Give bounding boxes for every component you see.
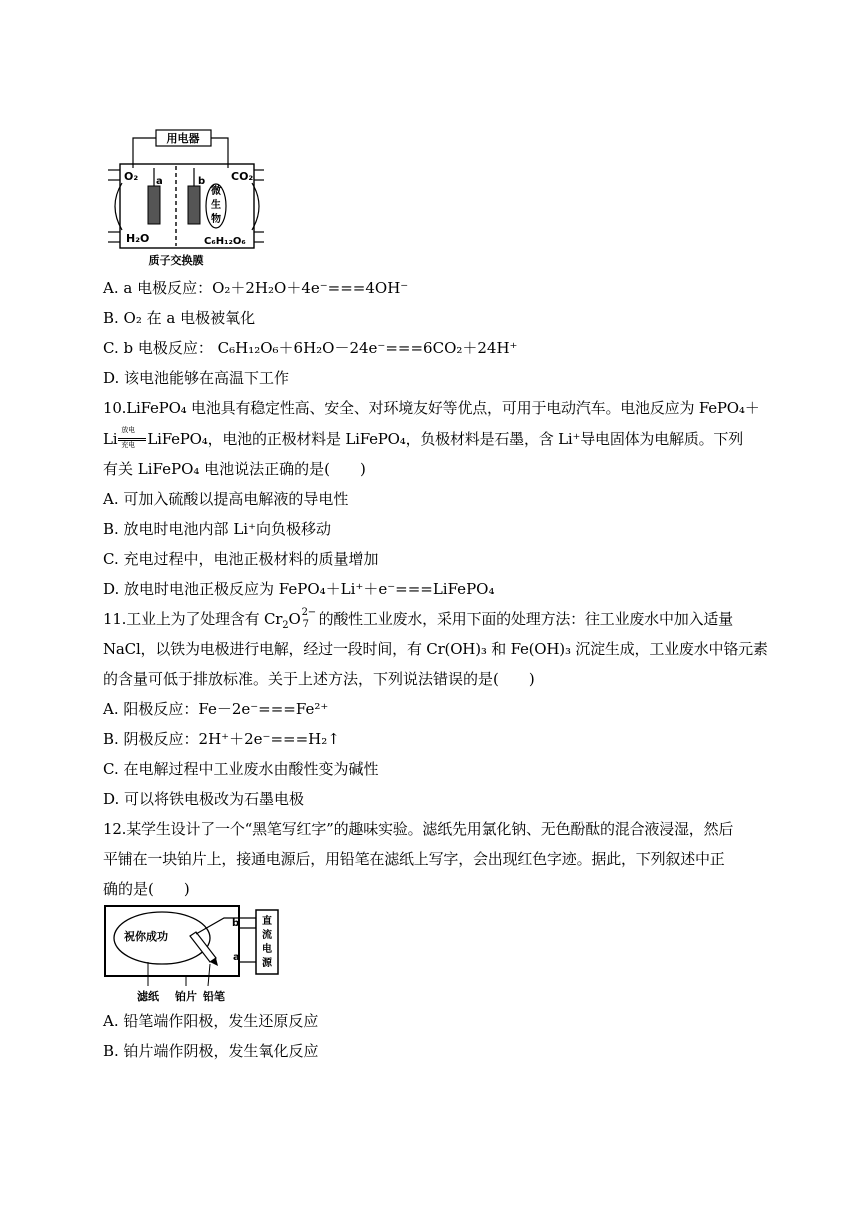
glucose-label: C₆H₁₂O₆ xyxy=(204,236,246,247)
q11-option-b: B. 阴极反应：2H⁺＋2e⁻===H₂↑ xyxy=(103,730,340,748)
pencil-label: 铅笔 xyxy=(203,990,225,1003)
fuel-cell-diagram xyxy=(104,128,266,270)
q10-option-a: A. 可加入硫酸以提高电解液的导电性 xyxy=(103,490,349,508)
o-subscript: 7 xyxy=(302,619,309,630)
q9-option-c: C. b 电极反应： C₆H₁₂O₆＋6H₂O－24e⁻===6CO₂＋24H⁺ xyxy=(103,339,518,357)
q12-option-b: B. 铂片端作阴极，发生氧化反应 xyxy=(103,1042,319,1060)
terminal-a-label: a xyxy=(233,952,240,963)
q12-line-2: 平铺在一块铂片上，接通电源后，用铅笔在滤纸上写字，会出现红色字迹。据此，下列叙述中正 xyxy=(103,850,725,868)
arrow-top-label: 放电 xyxy=(121,426,135,434)
microbe-label-1: 微 xyxy=(211,186,221,197)
platinum-label: 铂片 xyxy=(175,990,197,1003)
q12-line-1: 12.某学生设计了一个“黑笔写红字”的趣味实验。滤纸先用氯化钠、无色酚酞的混合液浸湿，然后 xyxy=(103,820,734,838)
power-char-2: 流 xyxy=(262,930,272,941)
q12-line-3: 确的是( ) xyxy=(103,880,190,898)
o2-label: O₂ xyxy=(124,170,139,183)
membrane-label: 质子交换膜 xyxy=(148,254,204,267)
q9-option-b: B. O₂ 在 a 电极被氧化 xyxy=(103,309,256,327)
electrode-b-label: b xyxy=(198,176,206,187)
oxygen-symbol: O xyxy=(288,610,301,628)
arrow-bottom-label: 充电 xyxy=(121,441,135,449)
written-text: 祝你成功 xyxy=(124,930,168,943)
q12-option-a: A. 铅笔端作阳极，发生还原反应 xyxy=(103,1012,319,1030)
q10-line-2-text: LiFePO₄，电池的正极材料是 LiFePO₄，负极材料是石墨，含 Li⁺导电固体为电解质。下列 xyxy=(147,430,744,448)
power-char-4: 源 xyxy=(262,958,272,969)
dichromate-charge xyxy=(301,609,319,629)
q11-option-a: A. 阳极反应：Fe－2e⁻===Fe²⁺ xyxy=(103,700,329,718)
q10-option-c: C. 充电过程中，电池正极材料的质量增加 xyxy=(103,550,379,568)
reaction-arrow xyxy=(117,426,147,449)
q11-option-d: D. 可以将铁电极改为石墨电极 xyxy=(103,790,305,808)
charge-superscript: 2− xyxy=(301,607,316,618)
q11-line-1-pre: 11.工业上为了处理含有 Cr xyxy=(103,610,283,628)
filter-paper-label: 滤纸 xyxy=(137,990,159,1003)
q10-option-d: D. 放电时电池正极反应为 FePO₄＋Li⁺＋e⁻===LiFePO₄ xyxy=(103,580,495,598)
q11-line-3: 的含量可低于排放标准。关于上述方法，下列说法错误的是( ) xyxy=(103,670,535,688)
device-label: 用电器 xyxy=(166,132,200,145)
electrode-a-label: a xyxy=(156,176,163,187)
q11-option-c: C. 在电解过程中工业废水由酸性变为碱性 xyxy=(103,760,379,778)
electrolysis-diagram xyxy=(104,904,286,1004)
q10-li: Li xyxy=(103,430,118,448)
cr-subscript: 2 xyxy=(282,620,289,631)
q10-line-1: 10.LiFePO₄ 电池具有稳定性高、安全、对环境友好等优点，可用于电动汽车。电池反应为 FePO₄＋ xyxy=(103,399,760,417)
q9-option-a: A. a 电极反应：O₂＋2H₂O＋4e⁻===4OH⁻ xyxy=(103,279,409,297)
power-char-1: 直 xyxy=(262,916,272,927)
h2o-label: H₂O xyxy=(126,232,150,245)
q11-line-2: NaCl，以铁为电极进行电解，经过一段时间，有 Cr(OH)₃ 和 Fe(OH)₃ 沉淀生成，工业废水中铬元素 xyxy=(103,640,768,658)
q11-line-1 xyxy=(103,609,733,629)
terminal-b-label: b xyxy=(232,918,240,929)
q11-line-1-post: 的酸性工业废水，采用下面的处理方法：往工业废水中加入适量 xyxy=(318,610,733,628)
power-char-3: 电 xyxy=(262,944,272,955)
q10-option-b: B. 放电时电池内部 Li⁺向负极移动 xyxy=(103,520,332,538)
microbe-label-2: 生 xyxy=(211,200,221,211)
co2-label: CO₂ xyxy=(231,170,254,183)
q10-line-2 xyxy=(103,426,744,449)
microbe-label-3: 物 xyxy=(211,214,221,225)
q10-line-3: 有关 LiFePO₄ 电池说法正确的是( ) xyxy=(103,460,366,478)
q9-option-d: D. 该电池能够在高温下工作 xyxy=(103,369,290,387)
